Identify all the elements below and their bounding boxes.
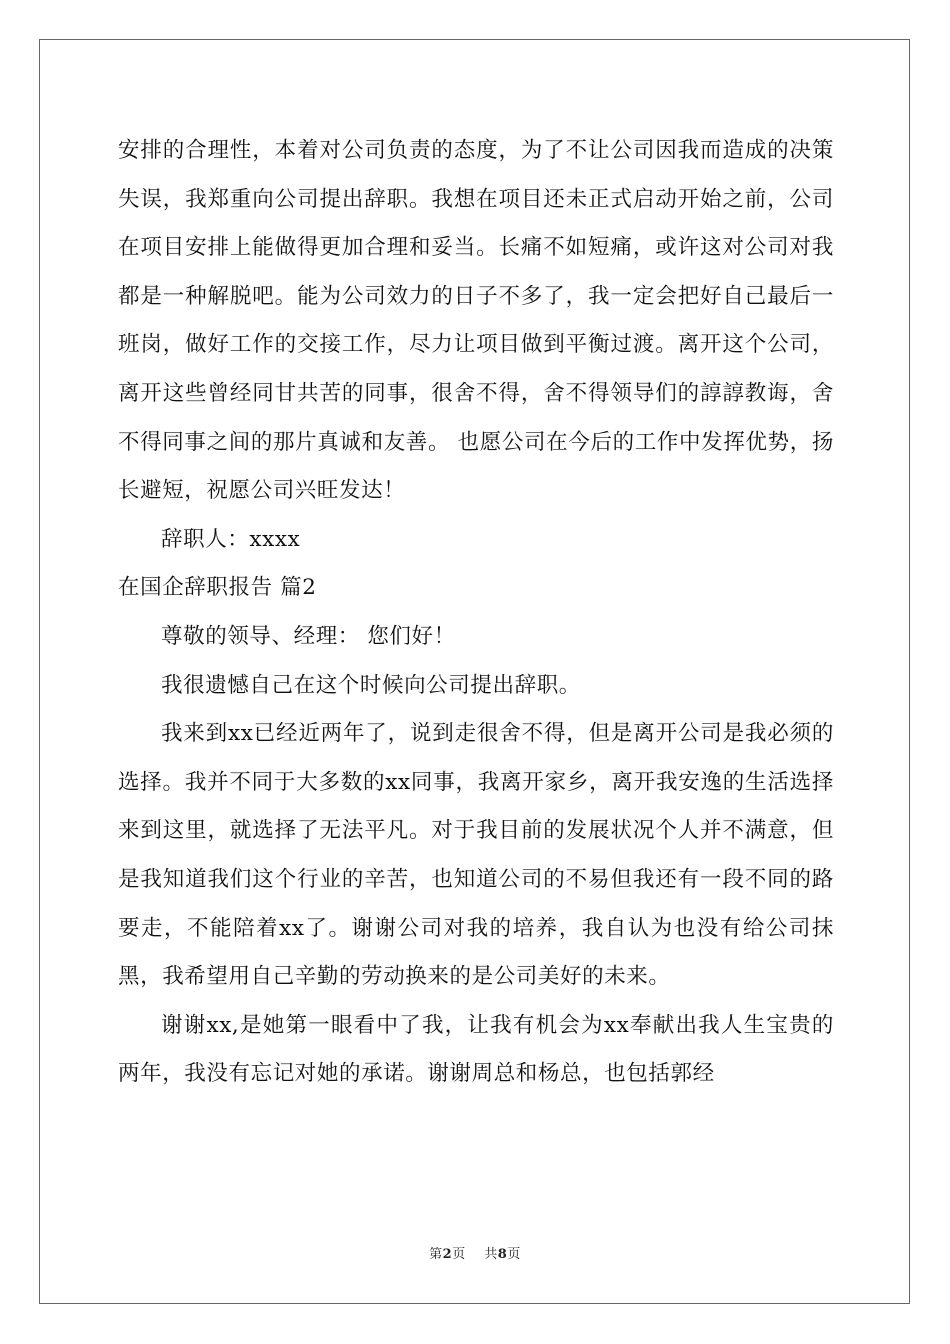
document-body [118, 127, 834, 1099]
paragraph: 谢谢xx,是她第一眼看中了我，让我有机会为xx奉献出我人生宝贵的两年，我没有忘记对她的承诺。谢谢周总和杨总，也包括郭经 [118, 1012, 834, 1087]
total-prefix: 共 [484, 1247, 498, 1262]
paragraph-continued: 安排的合理性，本着对公司负责的态度，为了不让公司因我而造成的决策失误，我郑重向公司提出辞职。我想在项目还未正式启动开始之前，公司在项目安排上能做得更加合理和妥当。长痛不如短痛，或许这对公司对我都是一种解脱吧。能为公司效力的日子不多了，我一定会把好自己最后一班岗，做好工作的交接工作，尽力让项目做到平衡过渡。离开这个公司，离开这些曾经同甘共苦的同事，很舍不得，舍不得领导们的諄諄教诲，舍不得同事之间的那片真诚和友善。 也愿公司在今后的工作中发挥优势，扬长避短，祝愿公司兴旺发达！ [118, 138, 834, 504]
salutation: 尊敬的领导、经理： 您们好！ [161, 623, 456, 649]
page-suffix: 页 [452, 1247, 466, 1262]
total-pages: 8 [497, 1247, 508, 1262]
paragraph: 我很遗憾自己在这个时候向公司提出辞职。 [161, 672, 581, 698]
paragraph: 我来到xx已经近两年了，说到走很舍不得，但是离开公司是我必须的选择。我并不同于大多数的xx同事，我离开家乡，离开我安逸的生活选择来到这里，就选择了无法平凡。对于我目前的发展状况个人并不满意，但是我知道我们这个行业的辛苦，也知道公司的不易但我还有一段不同的路要走，不能陪着xx了。谢谢公司对我的培养，我自认为也没有给公司抹黑，我希望用自己辛勤的劳动换来的是公司美好的未来。 [118, 721, 834, 990]
section-heading: 在国企辞职报告 篇2 [118, 575, 317, 601]
page-footer [0, 1246, 950, 1264]
page-prefix: 第 [429, 1247, 443, 1262]
page-number: 2 [442, 1247, 453, 1262]
total-suffix: 页 [507, 1247, 521, 1262]
signature-line: 辞职人：xxxx [161, 526, 301, 552]
